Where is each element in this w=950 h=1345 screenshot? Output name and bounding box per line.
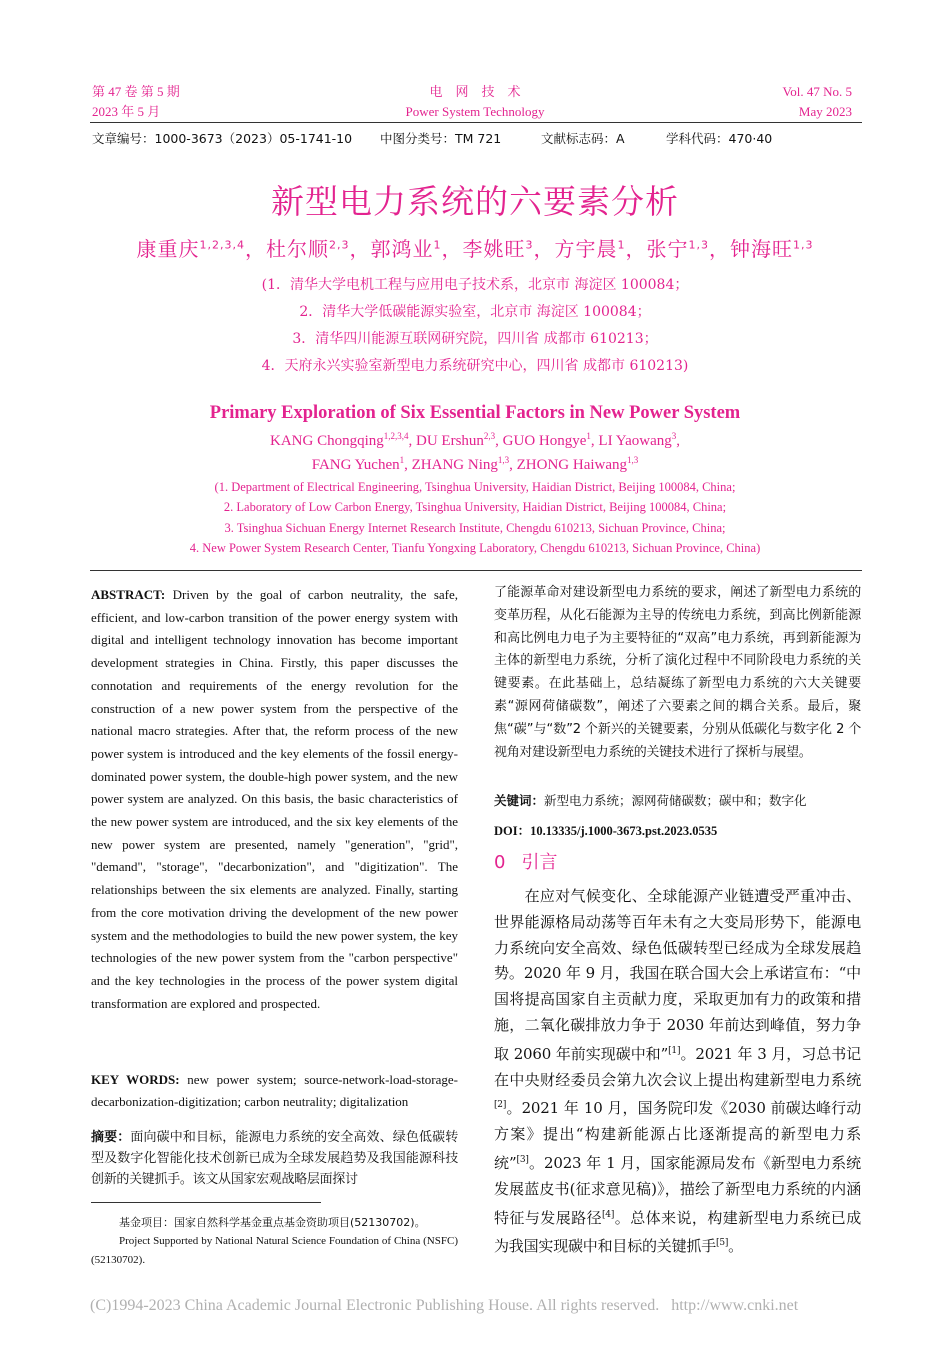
affiliation-en-2: 2. Laboratory of Low Carbon Energy, Tsinghua University, Haidian District, Beijing 100084, China; xyxy=(223,500,727,514)
abstract-cn xyxy=(91,1127,458,1190)
author-cn-sep-4: ， xyxy=(625,237,647,261)
doi xyxy=(494,821,861,839)
authors-en-line2 xyxy=(0,455,950,474)
author-cn-name-1: 杜尔顺 xyxy=(265,237,329,261)
keywords-text: new power system; source-network-load-storage-decarbonization-digitization; carbon neutrality; digitalization xyxy=(91,1072,459,1109)
author-en2-sep-0: , xyxy=(404,457,412,473)
abstract-cn-text: 面向碳中和目标，能源电力系统的安全高效、绿色低碳转型及数字化智能化技术创新已成为全球发展趋势及我国能源科技创新的关键抓手。该文从国家宏观战略层面探讨 xyxy=(91,1130,458,1187)
author-en1-name-3: LI Yaowang xyxy=(598,433,672,449)
author-cn-name-0: 康重庆 xyxy=(136,237,200,261)
author-cn-sup-1: 2,3 xyxy=(328,238,350,252)
author-en1-sep-3: , xyxy=(676,433,681,449)
affiliation-cn-2: 2．清华大学低碳能源实验室，北京市 海淀区 100084； xyxy=(299,304,651,320)
copyright-text: (C)1994-2023 China Academic Journal Electronic Publishing House. All rights reserved. xyxy=(90,1297,660,1314)
date-en: May 2023 xyxy=(798,104,852,119)
keywords-en xyxy=(91,1069,458,1113)
keywords-cn-text: 新型电力系统；源网荷储碳数；碳中和；数字化 xyxy=(544,793,807,808)
header-right xyxy=(783,82,852,122)
author-en2-sup-2: 1,3 xyxy=(627,455,639,465)
author-cn-sup-5: 1,3 xyxy=(688,238,709,252)
keywords-cn xyxy=(494,791,861,809)
intro-paragraph xyxy=(494,884,861,1260)
author-en1-sup-0: 1,2,3,4 xyxy=(383,431,409,441)
body-text-b: 。2021 年 3 月，习总书记在中央财经委员会第九次会议上提出构建新型电力系统 xyxy=(494,1044,861,1089)
authors-en-line1 xyxy=(0,431,950,450)
article-number: 文章编号：1000-3673（2023）05-1741-10 xyxy=(92,131,353,146)
author-cn-sup-6: 1,3 xyxy=(792,238,814,252)
author-cn-name-5: 张宁 xyxy=(646,237,689,261)
ref-2[interactable]: [2] xyxy=(494,1100,507,1111)
affiliation-cn-4: 4．天府永兴实验室新型电力系统研究中心，四川省 成都市 610213) xyxy=(261,358,689,374)
body-text-a: 在应对气候变化、全球能源产业链遭受严重冲击、世界能源格局动荡等百年未有之大变局形势下，能源电力系统向安全高效、绿色低碳转型已经成为全球发展趋势。2020 年 9 月，我国在联合国大会上承诺宣布：“中国将提高国家自主贡献力度，采取更加有力的政策和措施，二氧化碳排放力争于 2030 年前达到峰值，努力争取 2060 年前实现碳中和” xyxy=(494,887,861,1063)
author-cn-name-4: 方宇晨 xyxy=(554,237,618,261)
author-en1-sep-1: , xyxy=(495,433,503,449)
author-en1-name-2: GUO Hongye xyxy=(502,433,587,449)
copyright-footer xyxy=(90,1297,870,1315)
abstract-cn-continued: 了能源革命对建设新型电力系统的要求，阐述了新型电力系统的变革历程，从化石能源为主导的传统电力系统，到高比例新能源和高比例电力电子为主要特征的“双高”电力系统，再到新能源为主体的新型电力系统，分析了演化过程中不同阶段电力系统的关键要素。在此基础上，总结凝练了新型电力系统的六大关键要素“源网荷储碳数”，阐述了六要素之间的耦合关系。最后，聚焦“碳”与“数”2 个新兴的关键要素，分别从低碳化与数字化 2 个视角对建设新型电力系统的关键技术进行了探析与展望。 xyxy=(494,585,861,760)
volume-cn: 第 47 卷 第 5 期 xyxy=(92,84,180,99)
document-code: 文献标志码：A xyxy=(541,131,625,146)
author-cn-sep-1: ， xyxy=(349,237,371,261)
author-en2-name-2: ZHONG Haiwang xyxy=(516,457,628,473)
section-title: 引言 xyxy=(521,852,558,873)
ref-4[interactable]: [4] xyxy=(602,1209,615,1220)
title-cn: 新型电力系统的六要素分析 xyxy=(271,182,679,221)
abstract-cn-label: 摘要： xyxy=(91,1130,131,1145)
author-cn-sup-3: 3 xyxy=(525,238,534,252)
doi-label: DOI： xyxy=(494,824,531,838)
affiliation-en-1: (1. Department of Electrical Engineering, Tsinghua University, Haidian District, Beijing 100084, China; xyxy=(214,480,736,494)
author-en1-sep-0: , xyxy=(408,433,416,449)
author-en2-name-0: FANG Yuchen xyxy=(311,457,400,473)
affiliation-cn-3: 3．清华四川能源互联网研究院，四川省 成都市 610213； xyxy=(292,331,658,347)
affiliation-en-3: 3. Tsinghua Sichuan Energy Internet Research Institute, Chengdu 610213, Sichuan Province, China; xyxy=(224,521,726,535)
author-en2-sup-1: 1,3 xyxy=(497,455,510,465)
abstract-label: ABSTRACT: xyxy=(91,587,166,602)
author-en1-sup-3: 3 xyxy=(671,431,677,441)
author-cn-sep-3: ， xyxy=(533,237,555,261)
abstract-en xyxy=(91,584,458,1015)
section-number: 0 xyxy=(494,852,506,873)
author-cn-sep-5: ， xyxy=(708,237,730,261)
author-en2-name-1: ZHANG Ning xyxy=(411,457,498,473)
body-text-c: 。2021 年 10 月，国务院印发《2030 前碳达峰行动方案》提出“构建新能源占比逐渐提高的新型电力系统” xyxy=(494,1099,861,1172)
body-text-f: 。 xyxy=(728,1237,743,1256)
section-heading-0 xyxy=(494,848,557,874)
title-en: Primary Exploration of Six Essential Factors in New Power System xyxy=(209,403,741,423)
ref-3[interactable]: [3] xyxy=(516,1154,529,1165)
separator-rule xyxy=(90,570,862,571)
author-cn-name-2: 郭鸿业 xyxy=(370,237,434,261)
affiliation-en-4: 4. New Power System Research Center, Tianfu Yongxing Laboratory, Chengdu 610213, Sichuan Province, China) xyxy=(189,541,761,555)
subject-code: 学科代码：470·40 xyxy=(666,131,773,146)
author-en1-name-1: DU Ershun xyxy=(416,433,484,449)
author-cn-name-6: 钟海旺 xyxy=(729,237,793,261)
ref-5[interactable]: [5] xyxy=(716,1238,729,1249)
funding-en: Project Supported by National Natural Science Foundation of China (NSFC) (52130702). xyxy=(91,1235,458,1266)
body-text-e: 。总体来说，构建新型电力系统已成为我国实现碳中和目标的关键抓手 xyxy=(494,1208,861,1256)
keywords-label: KEY WORDS: xyxy=(91,1072,180,1087)
authors-cn xyxy=(0,233,950,262)
footnote-rule xyxy=(91,1202,321,1203)
ref-1[interactable]: [1] xyxy=(668,1045,681,1056)
author-cn-sep-2: ， xyxy=(441,237,463,261)
funding-note xyxy=(91,1213,458,1270)
author-cn-sup-0: 1,2,3,4 xyxy=(199,238,245,252)
author-en2-sup-0: 1 xyxy=(399,455,405,465)
header-rule xyxy=(90,122,862,123)
clc-number: 中图分类号：TM 721 xyxy=(380,131,502,146)
cnki-link[interactable]: http://www.cnki.net xyxy=(671,1297,799,1314)
abstract-text: Driven by the goal of carbon neutrality, the safe, efficient, and low-carbon transition of the power energy system with digital and intelligent technology innovation has become important development strategies in China. Firstly, this paper discusses the connotation and requirements of the energy revolution for the construction of a new power system from the perspective of the national macro strategies. After that, the reform process of the new power system is introduced and the key elements of the fossil energy-dominated power system, the double-high power system, and the new power system are analyzed. On this basis, the basic characteristics of the new power system are introduced, and the six key elements of the new power system are presented, namely "generation", "grid", "demand", "storage", "decarbonization", and "digitization". The relationships between the six elements are analyzed. Finally, starting from the core motivation driving the development of the new power system and the methodologies to build the new power system, the key technologies of the new power system from the "carbon perspective" and the key technologies in the process of the power system digital transformation are explored and prospected. xyxy=(91,587,459,1011)
author-en1-sup-2: 1 xyxy=(586,431,591,441)
author-cn-name-3: 李姚旺 xyxy=(462,237,526,261)
author-cn-sup-2: 1 xyxy=(433,238,442,252)
journal-cn: 电 网 技 术 xyxy=(429,84,521,99)
author-en1-sep-2: , xyxy=(590,433,599,449)
funding-cn: 基金项目：国家自然科学基金重点基金资助项目(52130702)。 xyxy=(119,1216,426,1229)
author-cn-sep-0: ， xyxy=(244,237,266,261)
author-en1-name-0: KANG Chongqing xyxy=(269,433,384,449)
date-cn: 2023 年 5 月 xyxy=(92,104,161,119)
keywords-cn-label: 关键词： xyxy=(494,793,545,808)
author-cn-sup-4: 1 xyxy=(617,238,626,252)
author-en1-sup-1: 2,3 xyxy=(483,431,496,441)
volume-en: Vol. 47 No. 5 xyxy=(782,84,852,99)
author-en2-sep-1: , xyxy=(509,457,517,473)
affiliation-cn-1: (1．清华大学电机工程与应用电子技术系，北京市 海淀区 100084； xyxy=(261,277,689,293)
body-text-d: 。2023 年 1 月，国家能源局发布《新型电力系统发展蓝皮书(征求意见稿)》，描绘了新型电力系统的内涵特征与发展路径 xyxy=(494,1153,861,1227)
doi-value: 10.13335/j.1000-3673.pst.2023.0535 xyxy=(530,824,718,838)
journal-en: Power System Technology xyxy=(405,104,545,119)
